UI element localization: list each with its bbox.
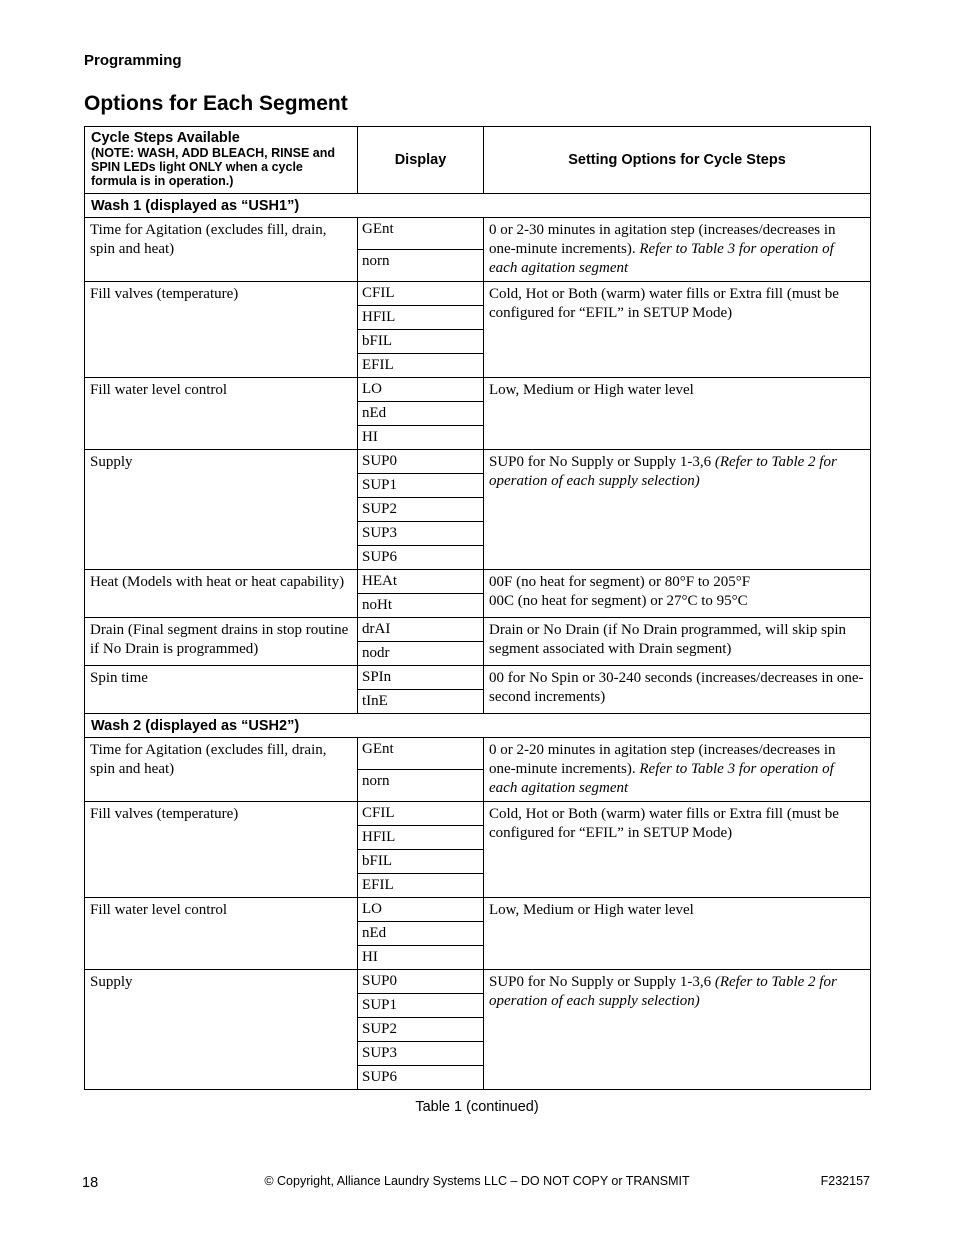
- display-code-cell: LO: [358, 378, 484, 402]
- setting-options-cell: [484, 378, 871, 450]
- display-code-cell: SUP3: [358, 522, 484, 546]
- setting-text: Cold, Hot or Both (warm) water fills or Extra fill (must be configured for “EFIL” in SETUP Mode): [489, 806, 839, 841]
- display-code-cell: CFIL: [358, 802, 484, 826]
- setting-text: Cold, Hot or Both (warm) water fills or Extra fill (must be configured for “EFIL” in SETUP Mode): [489, 286, 839, 321]
- setting-text: 00F (no heat for segment) or 80°F to 205°F 00C (no heat for segment) or 27°C to 95°C: [489, 574, 751, 609]
- setting-text: 0 or 2-20 minutes in agitation step (increases/decreases in one-minute increments).: [489, 742, 836, 777]
- setting-text: SUP0 for No Supply or Supply 1-3,6: [489, 454, 715, 470]
- setting-reference: (Refer to Table 2 for operation of each supply selection): [489, 974, 837, 1009]
- section-label: Programming: [84, 52, 182, 69]
- setting-text: Drain or No Drain (if No Drain programmed, will skip spin segment associated with Drain segment): [489, 622, 847, 657]
- cycle-step-cell: Drain (Final segment drains in stop routine if No Drain is programmed): [85, 618, 358, 666]
- header-cycle-steps-note: (NOTE: WASH, ADD BLEACH, RINSE and SPIN LEDs light ONLY when a cycle formula is in operation.): [91, 146, 335, 188]
- display-code-cell: nEd: [358, 402, 484, 426]
- setting-options-cell: [484, 450, 871, 570]
- display-code-cell: tInE: [358, 690, 484, 714]
- display-code-cell: HFIL: [358, 826, 484, 850]
- display-code-cell: HFIL: [358, 306, 484, 330]
- page-number: 18: [82, 1175, 99, 1191]
- display-code-cell: EFIL: [358, 354, 484, 378]
- cycle-step-cell: Fill water level control: [85, 378, 358, 450]
- table-header-row: [85, 127, 871, 194]
- display-code-cell: SUP0: [358, 970, 484, 994]
- display-code-cell: HI: [358, 946, 484, 970]
- table-caption: Table 1 (continued): [415, 1099, 539, 1115]
- setting-options-cell: [484, 666, 871, 714]
- page-title: Options for Each Segment: [84, 92, 348, 115]
- options-table: [84, 126, 871, 1090]
- display-code-cell: drAI: [358, 618, 484, 642]
- display-code-cell: SUP6: [358, 1066, 484, 1090]
- group-row: [85, 194, 871, 218]
- display-code-cell: norn: [358, 770, 484, 802]
- table-row: [85, 378, 871, 402]
- cycle-step-cell: Fill valves (temperature): [85, 802, 358, 898]
- display-code-cell: bFIL: [358, 330, 484, 354]
- display-code-cell: norn: [358, 250, 484, 282]
- header-setting-options: Setting Options for Cycle Steps: [484, 127, 871, 194]
- cycle-step-cell: Supply: [85, 450, 358, 570]
- display-code-cell: noHt: [358, 594, 484, 618]
- cycle-step-cell: Time for Agitation (excludes fill, drain, spin and heat): [85, 738, 358, 802]
- group-row: [85, 714, 871, 738]
- display-code-cell: GEnt: [358, 218, 484, 250]
- display-code-cell: bFIL: [358, 850, 484, 874]
- cycle-step-cell: Supply: [85, 970, 358, 1090]
- table-row: [85, 802, 871, 826]
- table-row: [85, 282, 871, 306]
- display-code-cell: SUP1: [358, 994, 484, 1018]
- setting-text: 0 or 2-30 minutes in agitation step (increases/decreases in one-minute increments).: [489, 222, 836, 257]
- setting-text: 00 for No Spin or 30-240 seconds (increases/decreases in one-second increments): [489, 670, 864, 705]
- setting-options-cell: [484, 898, 871, 970]
- setting-text: SUP0 for No Supply or Supply 1-3,6: [489, 974, 715, 990]
- header-cycle-steps: [85, 127, 358, 194]
- cycle-step-cell: Fill valves (temperature): [85, 282, 358, 378]
- table-row: [85, 970, 871, 994]
- display-code-cell: SUP3: [358, 1042, 484, 1066]
- display-code-cell: SUP2: [358, 498, 484, 522]
- setting-options-cell: [484, 282, 871, 378]
- setting-options-cell: [484, 802, 871, 898]
- display-code-cell: HEAt: [358, 570, 484, 594]
- table-row: [85, 666, 871, 690]
- display-code-cell: HI: [358, 426, 484, 450]
- display-code-cell: LO: [358, 898, 484, 922]
- table-row: [85, 898, 871, 922]
- setting-options-cell: [484, 618, 871, 666]
- document-number: F232157: [820, 1174, 870, 1188]
- display-code-cell: EFIL: [358, 874, 484, 898]
- display-code-cell: nodr: [358, 642, 484, 666]
- group-title: Wash 2 (displayed as “USH2”): [85, 714, 871, 738]
- cycle-step-cell: Time for Agitation (excludes fill, drain, spin and heat): [85, 218, 358, 282]
- table-row: [85, 618, 871, 642]
- setting-options-cell: [484, 570, 871, 618]
- cycle-step-cell: Fill water level control: [85, 898, 358, 970]
- setting-options-cell: [484, 970, 871, 1090]
- table-row: [85, 570, 871, 594]
- table-row: [85, 218, 871, 250]
- display-code-cell: SUP1: [358, 474, 484, 498]
- display-code-cell: SUP6: [358, 546, 484, 570]
- display-code-cell: SUP2: [358, 1018, 484, 1042]
- display-code-cell: GEnt: [358, 738, 484, 770]
- setting-options-cell: [484, 738, 871, 802]
- setting-text: Low, Medium or High water level: [489, 382, 694, 398]
- table-row: [85, 738, 871, 770]
- display-code-cell: SUP0: [358, 450, 484, 474]
- copyright-notice: © Copyright, Alliance Laundry Systems LLC – DO NOT COPY or TRANSMIT: [264, 1174, 690, 1188]
- header-display: Display: [358, 127, 484, 194]
- group-title: Wash 1 (displayed as “USH1”): [85, 194, 871, 218]
- setting-reference: Refer to Table 3 for operation of each agitation segment: [489, 761, 834, 796]
- table-row: [85, 450, 871, 474]
- display-code-cell: nEd: [358, 922, 484, 946]
- setting-reference: (Refer to Table 2 for operation of each supply selection): [489, 454, 837, 489]
- display-code-cell: CFIL: [358, 282, 484, 306]
- header-cycle-steps-title: Cycle Steps Available: [91, 130, 240, 146]
- setting-reference: Refer to Table 3 for operation of each agitation segment: [489, 241, 834, 276]
- setting-options-cell: [484, 218, 871, 282]
- cycle-step-cell: Heat (Models with heat or heat capability): [85, 570, 358, 618]
- cycle-step-cell: Spin time: [85, 666, 358, 714]
- setting-text: Low, Medium or High water level: [489, 902, 694, 918]
- display-code-cell: SPIn: [358, 666, 484, 690]
